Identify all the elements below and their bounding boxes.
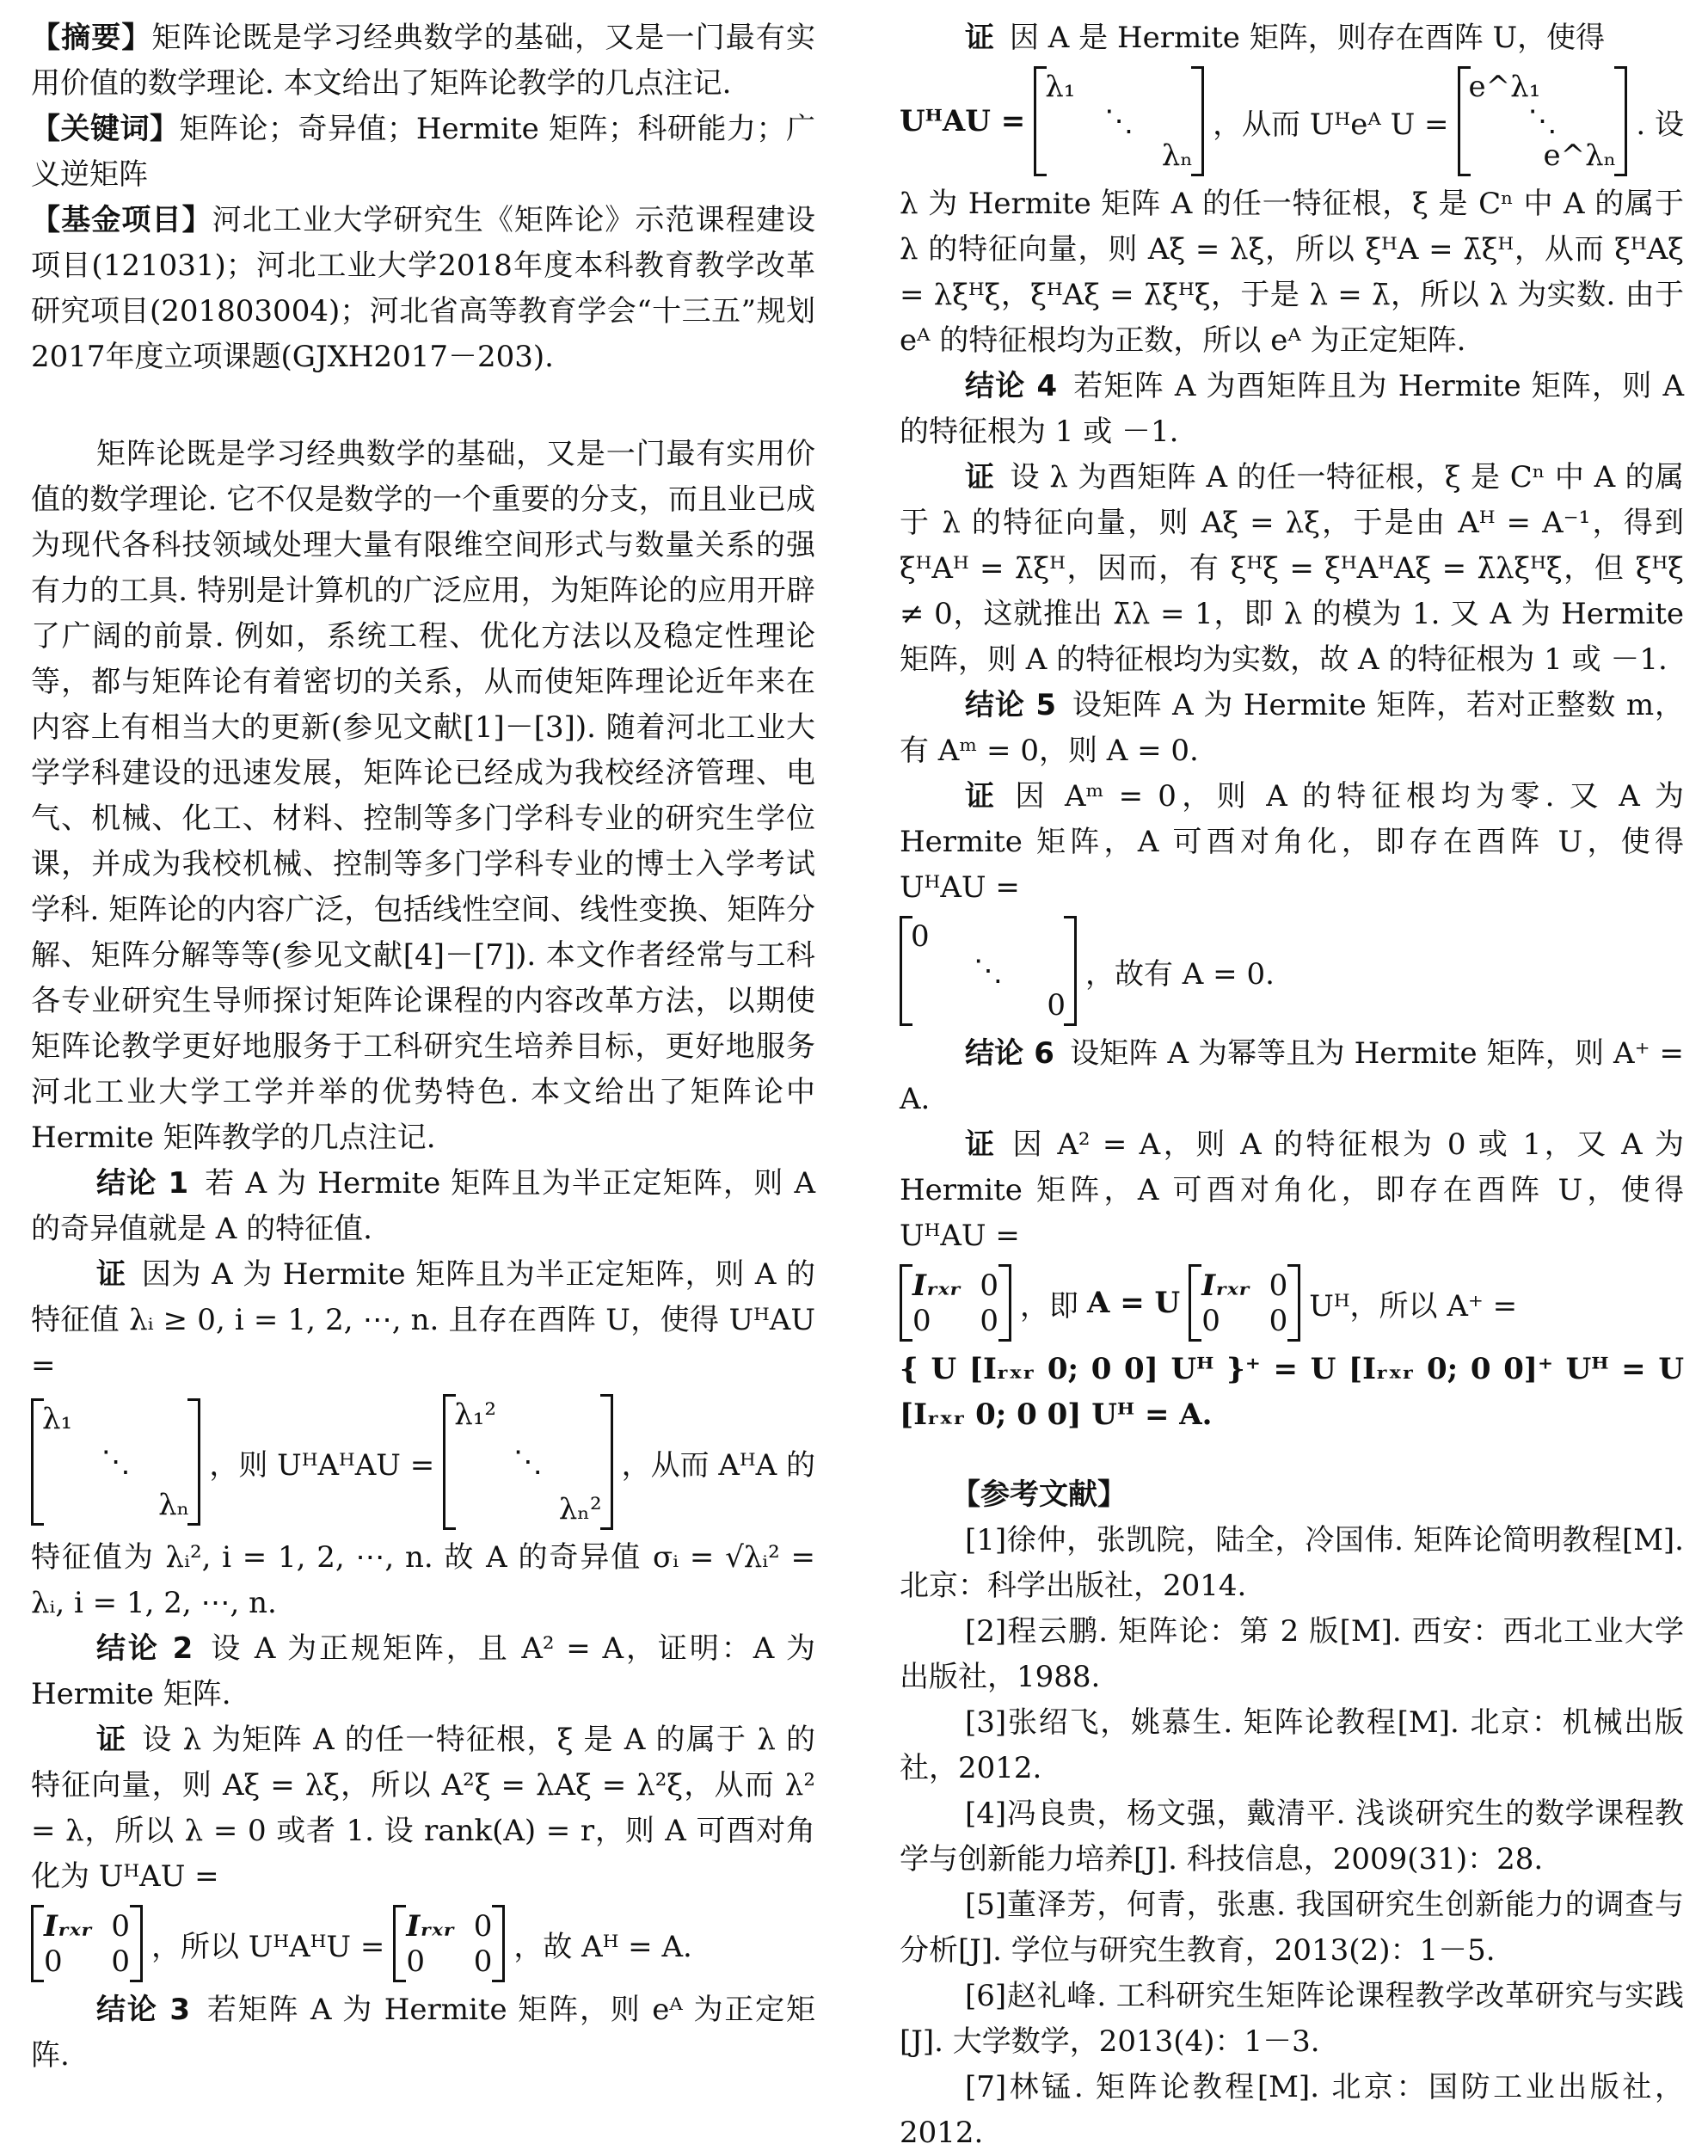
proof-3-lhs: UᴴAU =: [900, 104, 1026, 138]
matrix-entry: e^λ₁: [1468, 70, 1541, 104]
proof-3-label: 证: [965, 21, 994, 55]
proof-4-text: 设 λ 为酉矩阵 A 的任一特征根，ξ 是 Cⁿ 中 A 的属于 λ 的特征向量，则 Aξ = λξ，于是由 Aᴴ = A⁻¹，得到 ξᴴAᴴ = λ̄ξᴴ，因而，有 ξᴴξ = ξᴴAᴴAξ = λ̄λξᴴξ，但 ξᴴξ ≠ 0，这就推出 λ̄λ = 1，即 λ 的模为 1. 又 A 为 Hermite 矩阵，则 A 的特征根均为实数，故 A 的特征根为 1 或 －1.: [900, 460, 1685, 677]
proof-3-matrices: [900, 66, 1684, 176]
conclusion-2-statement: 设 A 为正规矩阵，且 A² = A，证明：A 为 Hermite 矩阵.: [31, 1631, 815, 1711]
proof-1-text-b: 特征值为 λᵢ², i = 1, 2, ⋯, n. 故 A 的奇异值 σᵢ = √λᵢ² = λᵢ, i = 1, 2, ⋯, n.: [31, 1540, 815, 1620]
proof-2-so: ，所以 UᴴAᴴU =: [151, 1929, 385, 1964]
block-matrix: [31, 1905, 143, 1982]
matrix-entry: 0: [406, 1944, 425, 1979]
matrix-entry: λ₁: [1045, 70, 1076, 104]
matrix-entry: λₙ: [158, 1488, 190, 1522]
conclusion-5-statement: 设矩阵 A 为 Hermite 矩阵，若对正整数 m，有 Aᵐ = 0，则 A = 0.: [900, 688, 1684, 768]
references-header: 【参考文献】: [951, 1477, 1127, 1512]
proof-5-end: ，故有 A = 0.: [1085, 956, 1275, 992]
reference-item: [6]赵礼峰. 工科研究生矩阵论课程教学改革研究与实践[J]. 大学数学，2013(4)：1－3.: [900, 1979, 1684, 2059]
conclusion-3: [31, 1987, 815, 2079]
diag-matrix-lambda: [31, 1398, 200, 1526]
proof-6-label: 证: [965, 1127, 998, 1162]
matrix-entry: ⋱: [974, 954, 1003, 988]
matrix-entry: 0: [473, 1944, 493, 1979]
matrix-entry: 0: [1269, 1303, 1288, 1338]
matrix-entry: ⋱: [101, 1445, 131, 1479]
proof-1-thus: ，从而 AᴴA 的: [621, 1447, 815, 1483]
proof-2-matrices: [31, 1905, 815, 1982]
proof-6-text-a: 因 A² = A，则 A 的特征根为 0 或 1，又 A 为 Hermite 矩阵，A 可酉对角化，即存在酉阵 U，使得 UᴴAU =: [900, 1127, 1684, 1253]
proof-2-label: 证: [96, 1723, 127, 1757]
matrix-entry: 0: [1269, 1268, 1288, 1303]
proof-3-mid: ，从而 Uᴴeᴬ U =: [1213, 107, 1449, 142]
fund-label: 【基金项目】: [31, 203, 212, 237]
keywords: [31, 107, 815, 198]
conclusion-2: [31, 1626, 815, 1717]
matrix-entry: Iᵣₓᵣ: [44, 1908, 93, 1944]
reference-item: [5]董泽芳，何青，张惠. 我国研究生创新能力的调查与分析[J]. 学位与研究生教育，2013(2)：1－5.: [900, 1888, 1684, 1968]
conclusion-5: [900, 683, 1684, 774]
reference-item: [1]徐仲，张凯院，陆全，冷国伟. 矩阵论简明教程[M]. 北京：科学出版社，2014.: [900, 1523, 1684, 1603]
conclusion-1-label: 结论 1: [96, 1166, 189, 1201]
conclusion-2-label: 结论 2: [96, 1631, 194, 1666]
proof-2-end: ，故 Aᴴ = A.: [513, 1929, 692, 1964]
fund-text: 河北工业大学研究生《矩阵论》示范课程建设项目(121031)；河北工业大学2018年度本科教育教学改革研究项目(201803004)；河北省高等教育学会“十三五”规划2017年度立项课题(GJXH2017－203).: [31, 203, 816, 374]
fund: [31, 198, 815, 380]
right-column: [900, 15, 1684, 2156]
conclusion-6-label: 结论 6: [965, 1036, 1054, 1071]
intro-paragraph: 矩阵论既是学习经典数学的基础，又是一门最有实用价值的数学理论. 它不仅是数学的一个重要的分支，而且业已成为现代各科技领域处理大量有限维空间形式与数量关系的强有力的工具. 特别是计算机的广泛应用，为矩阵论的应用开辟了广阔的前景. 例如，系统工程、优化方法以及稳定性理论等，都与矩阵论有着密切的关系，从而使矩阵理论近年来在内容上有相当大的更新(参见文献[1]－[3]). 随着河北工业大学学科建设的迅速发展，矩阵论已经成为我校经济管理、电气、机械、化工、材料、控制等多门学科专业的研究生学位课，并成为我校机械、控制等多门学科专业的博士入学考试学科. 矩阵论的内容广泛，包括线性空间、线性变换、矩阵分解、矩阵分解等等(参见文献[4]－[7]). 本文作者经常与工科各专业研究生导师探讨矩阵论课程的内容改革方法，以期使矩阵论教学更好地服务于工科研究生培养目标，更好地服务河北工业大学工学并举的优势特色. 本文给出了矩阵论中 Hermite 矩阵教学的几点注记.: [31, 437, 815, 1155]
proof-3: [900, 15, 1684, 61]
proof-6-matrices: [900, 1264, 1684, 1342]
proof-5-label: 证: [965, 779, 1000, 814]
zero-diag-matrix: [900, 916, 1077, 1026]
matrix-entry: ⋱: [1104, 104, 1134, 138]
proof-3-set: . 设: [1636, 107, 1684, 142]
keywords-label: 【关键词】: [31, 112, 180, 146]
proof-6-equation: { U [Iᵣₓᵣ 0; 0 0] Uᴴ }⁺ = U [Iᵣₓᵣ 0; 0 0]⁺ Uᴴ = U [Iᵣₓᵣ 0; 0 0] Uᴴ = A.: [900, 1352, 1684, 1432]
conclusion-4: [900, 364, 1684, 455]
conclusion-3-label: 结论 3: [96, 1993, 191, 2027]
matrix-entry: 0: [473, 1908, 493, 1944]
matrix-entry: 0: [911, 919, 930, 954]
matrix-entry: λₙ: [1161, 138, 1194, 173]
proof-1-text-a: 因为 A 为 Hermite 矩阵且为半正定矩阵，则 A 的特征值 λᵢ ≥ 0, i = 1, 2, ⋯, n. 且存在酉阵 U，使得 UᴴAU =: [31, 1257, 816, 1383]
left-column: [31, 15, 815, 2079]
abstract-label: 【摘要】: [31, 21, 152, 55]
proof-1-matrices: [31, 1394, 815, 1530]
proof-4: [900, 455, 1684, 683]
proof-1: [31, 1252, 815, 1389]
conclusion-4-statement: 若矩阵 A 为酉矩阵且为 Hermite 矩阵，则 A 的特征根为 1 或 －1.: [900, 369, 1684, 449]
proof-6-uh-so: Uᴴ，所以 A⁺ =: [1309, 1288, 1518, 1324]
matrix-entry: λ₁: [42, 1402, 73, 1436]
proof-5: [900, 774, 1684, 911]
proof-2: [31, 1717, 815, 1900]
conclusion-1: [31, 1161, 815, 1252]
matrix-entry: ⋱: [513, 1445, 543, 1479]
proof-1-label: 证: [96, 1257, 126, 1292]
reference-item: [7]林锰. 矩阵论教程[M]. 北京：国防工业出版社，2012.: [900, 2070, 1684, 2150]
matrix-entry: 0: [44, 1944, 63, 1979]
matrix-entry: Iᵣₓᵣ: [912, 1268, 962, 1303]
matrix-entry: Iᵣₓᵣ: [406, 1908, 456, 1944]
block-matrix: [1189, 1264, 1300, 1342]
matrix-entry: 0: [980, 1303, 998, 1338]
diag-matrix-lambda-squared: [443, 1394, 612, 1530]
reference-item: [4]冯良贵，杨文强，戴清平. 浅谈研究生的数学课程教学与创新能力培养[J]. 科技信息，2009(31)：28.: [900, 1797, 1684, 1877]
conclusion-5-label: 结论 5: [965, 688, 1057, 722]
matrix-entry: 0: [1047, 988, 1066, 1023]
matrix-entry: ⋱: [1527, 104, 1557, 138]
proof-6: [900, 1122, 1684, 1259]
abstract-text: 矩阵论既是学习经典数学的基础，又是一门最有实用价值的数学理论. 本文给出了矩阵论教学的几点注记.: [31, 21, 816, 101]
conclusion-3-statement: 若矩阵 A 为 Hermite 矩阵，则 eᴬ 为正定矩阵.: [31, 1993, 815, 2073]
matrix-entry: e^λₙ: [1543, 138, 1617, 173]
conclusion-6-statement: 设矩阵 A 为幂等且为 Hermite 矩阵，则 A⁺ = A.: [900, 1036, 1684, 1116]
matrix-entry: 0: [912, 1303, 931, 1338]
matrix-entry: Iᵣₓᵣ: [1201, 1268, 1250, 1303]
conclusion-4-label: 结论 4: [965, 369, 1058, 403]
keywords-text: 矩阵论；奇异值；Hermite 矩阵；科研能力；广义逆矩阵: [31, 112, 816, 192]
block-matrix: [900, 1264, 1011, 1342]
diag-matrix-exp: [1458, 66, 1628, 176]
proof-1-then: ，则 UᴴAᴴAU =: [209, 1447, 435, 1483]
proof-6-ie: ，即: [1020, 1288, 1078, 1324]
matrix-entry: λ₁²: [454, 1397, 497, 1432]
block-matrix: [393, 1905, 505, 1982]
matrix-entry: 0: [980, 1268, 998, 1303]
matrix-entry: λₙ²: [558, 1492, 602, 1526]
abstract: [31, 15, 815, 107]
proof-3-text-a: 因 A 是 Hermite 矩阵，则存在酉阵 U，使得: [1010, 21, 1606, 55]
matrix-entry: 0: [111, 1908, 130, 1944]
proof-5-text-a: 因 Aᵐ = 0，则 A 的特征根均为零. 又 A 为 Hermite 矩阵，A 可酉对角化，即存在酉阵 U，使得 UᴴAU =: [900, 779, 1684, 905]
reference-item: [2]程云鹏. 矩阵论：第 2 版[M]. 西安：西北工业大学出版社，1988.: [900, 1614, 1684, 1694]
proof-4-label: 证: [965, 460, 995, 494]
diag-matrix-lambda: [1034, 66, 1204, 176]
proof-5-matrices: [900, 916, 1684, 1026]
reference-item: [3]张绍飞，姚慕生. 矩阵论教程[M]. 北京：机械出版社，2012.: [900, 1705, 1684, 1785]
matrix-entry: 0: [111, 1944, 130, 1979]
matrix-entry: 0: [1201, 1303, 1220, 1338]
conclusion-1-statement: 若 A 为 Hermite 矩阵且为半正定矩阵，则 A 的奇异值就是 A 的特征值.: [31, 1166, 815, 1246]
proof-3-text-b: λ 为 Hermite 矩阵 A 的任一特征根，ξ 是 Cⁿ 中 A 的属于 λ 的特征向量，则 Aξ = λξ，所以 ξᴴA = λ̄ξᴴ，从而 ξᴴAξ = λξᴴξ，ξᴴAξ = λ̄ξᴴξ，于是 λ = λ̄，所以 λ 为实数. 由于 eᴬ 的特征根均为正数，所以 eᴬ 为正定矩阵.: [900, 187, 1684, 358]
proof-2-text-a: 设 λ 为矩阵 A 的任一特征根，ξ 是 A 的属于 λ 的特征向量，则 Aξ = λξ，所以 A²ξ = λAξ = λ²ξ，从而 λ² = λ，所以 λ = 0 或者 1. 设 rank(A) = r，则 A 可酉对角化为 UᴴAU =: [31, 1723, 816, 1894]
conclusion-6: [900, 1031, 1684, 1122]
proof-6-a-eq: A = U: [1087, 1286, 1181, 1320]
